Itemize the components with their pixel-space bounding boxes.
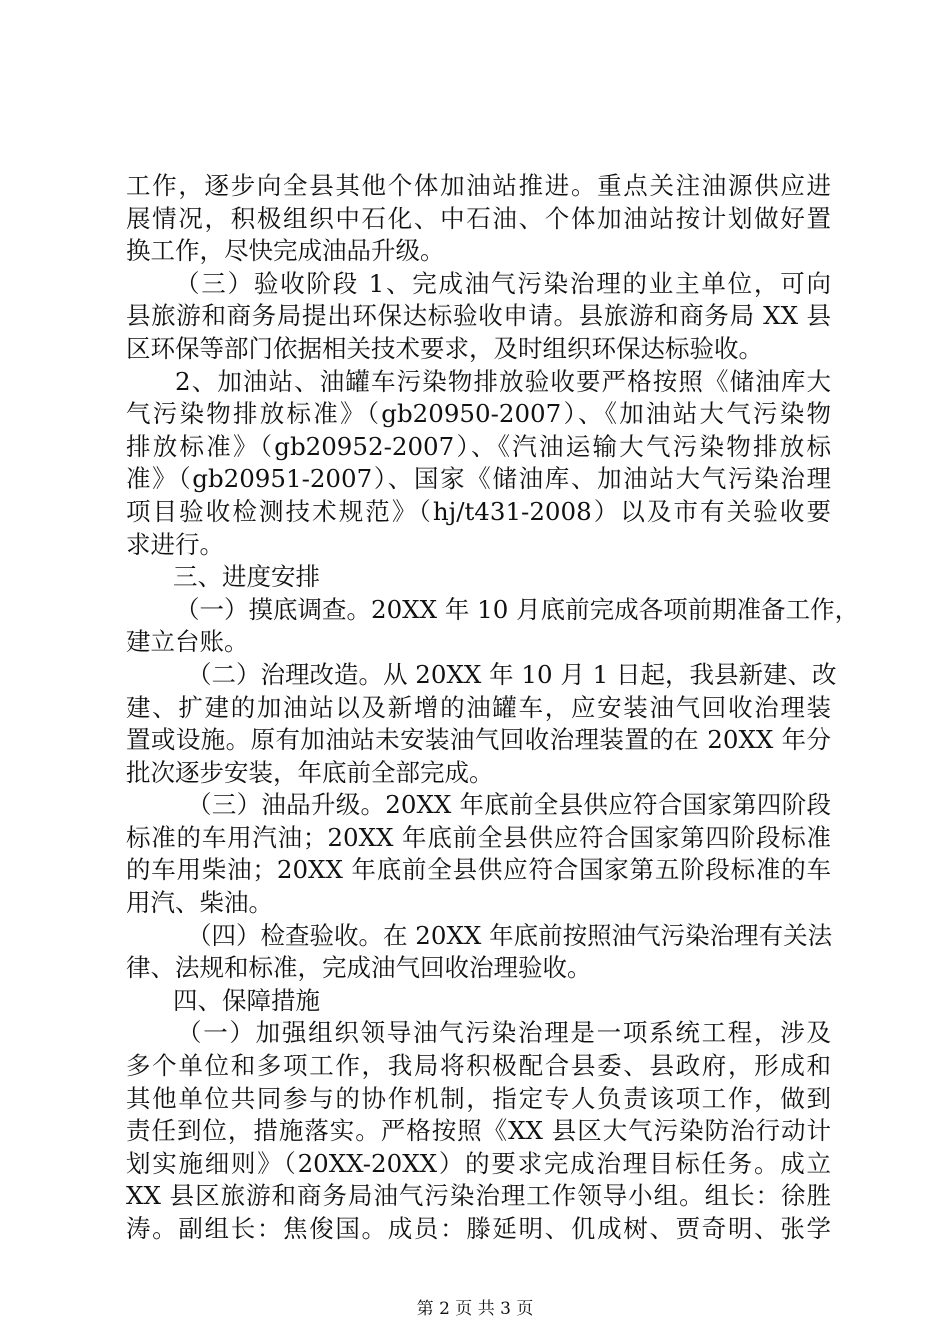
- text-line: 律、法规和标准，完成油气回收治理验收。: [126, 953, 592, 983]
- text-line: 2、加油站、油罐车污染物排放验收要严格按照《储油库大: [175, 366, 831, 396]
- text-line: 准》（gb20951-2007）、国家《储油库、加油站大气污染治理: [126, 464, 831, 494]
- text-line: 换工作，尽快完成油品升级。: [126, 236, 445, 266]
- section-heading: 三、进度安排: [173, 562, 320, 592]
- text-line: 多个单位和多项工作，我局将积极配合县委、县政府，形成和: [126, 1051, 831, 1081]
- text-line: 建、扩建的加油站以及新增的油罐车，应安装油气回收治理装: [126, 692, 831, 722]
- text-line: 求进行。: [126, 529, 224, 559]
- text-line: 建立台账。: [126, 627, 249, 657]
- text-line: 区环保等部门依据相关技术要求，及时组织环保达标验收。: [126, 333, 763, 363]
- text-line: （一）摸底调查。20XX 年 10 月底前完成各项前期准备工作，: [175, 594, 860, 624]
- text-line: XX 县区旅游和商务局油气污染治理工作领导小组。组长：徐胜: [126, 1181, 831, 1211]
- text-line: （三）验收阶段 1、完成油气污染治理的业主单位，可向: [175, 268, 831, 298]
- text-line: 划实施细则》（20XX-20XX）的要求完成治理目标任务。成立: [126, 1148, 831, 1178]
- text-line: 其他单位共同参与的协作机制，指定专人负责该项工作，做到: [126, 1083, 831, 1113]
- text-line: 用汽、柴油。: [126, 888, 273, 918]
- text-line: 排放标准》（gb20952-2007）、《汽油运输大气污染物排放标: [126, 431, 831, 461]
- text-line: （三）油品升级。20XX 年底前全县供应符合国家第四阶段: [187, 790, 831, 820]
- text-line: 气污染物排放标准》（gb20950-2007）、《加油站大气污染物: [126, 399, 831, 429]
- section-heading: 四、保障措施: [173, 985, 320, 1015]
- text-line: 项目验收检测技术规范》（hj/t431-2008）以及市有关验收要: [126, 496, 831, 526]
- document-body: [126, 170, 860, 1246]
- text-line: 县旅游和商务局提出环保达标验收申请。县旅游和商务局 XX 县: [126, 301, 831, 331]
- text-line: 批次逐步安装，年底前全部完成。: [126, 757, 494, 787]
- text-line: 的车用柴油；20XX 年底前全县供应符合国家第五阶段标准的车: [126, 855, 831, 885]
- text-line: （四）检查验收。在 20XX 年底前按照油气污染治理有关法: [187, 920, 833, 950]
- page-number-footer: 第 2 页 共 3 页: [416, 1299, 534, 1319]
- text-line: （一）加强组织领导油气污染治理是一项系统工程，涉及: [177, 1018, 831, 1048]
- text-line: 涛。副组长：焦俊国。成员：滕延明、仉成树、贾奇明、张学: [126, 1214, 831, 1243]
- text-line: 工作，逐步向全县其他个体加油站推进。重点关注油源供应进: [126, 171, 831, 200]
- text-line: 置或设施。原有加油站未安装油气回收治理装置的在 20XX 年分: [126, 725, 831, 755]
- text-line: 标准的车用汽油；20XX 年底前全县供应符合国家第四阶段标准: [126, 822, 831, 852]
- text-line: 责任到位，措施落实。严格按照《XX 县区大气污染防治行动计: [126, 1116, 831, 1146]
- text-line: （二）治理改造。从 20XX 年 10 月 1 日起，我县新建、改: [187, 659, 837, 689]
- text-line: 展情况，积极组织中石化、中石油、个体加油站按计划做好置: [126, 203, 831, 233]
